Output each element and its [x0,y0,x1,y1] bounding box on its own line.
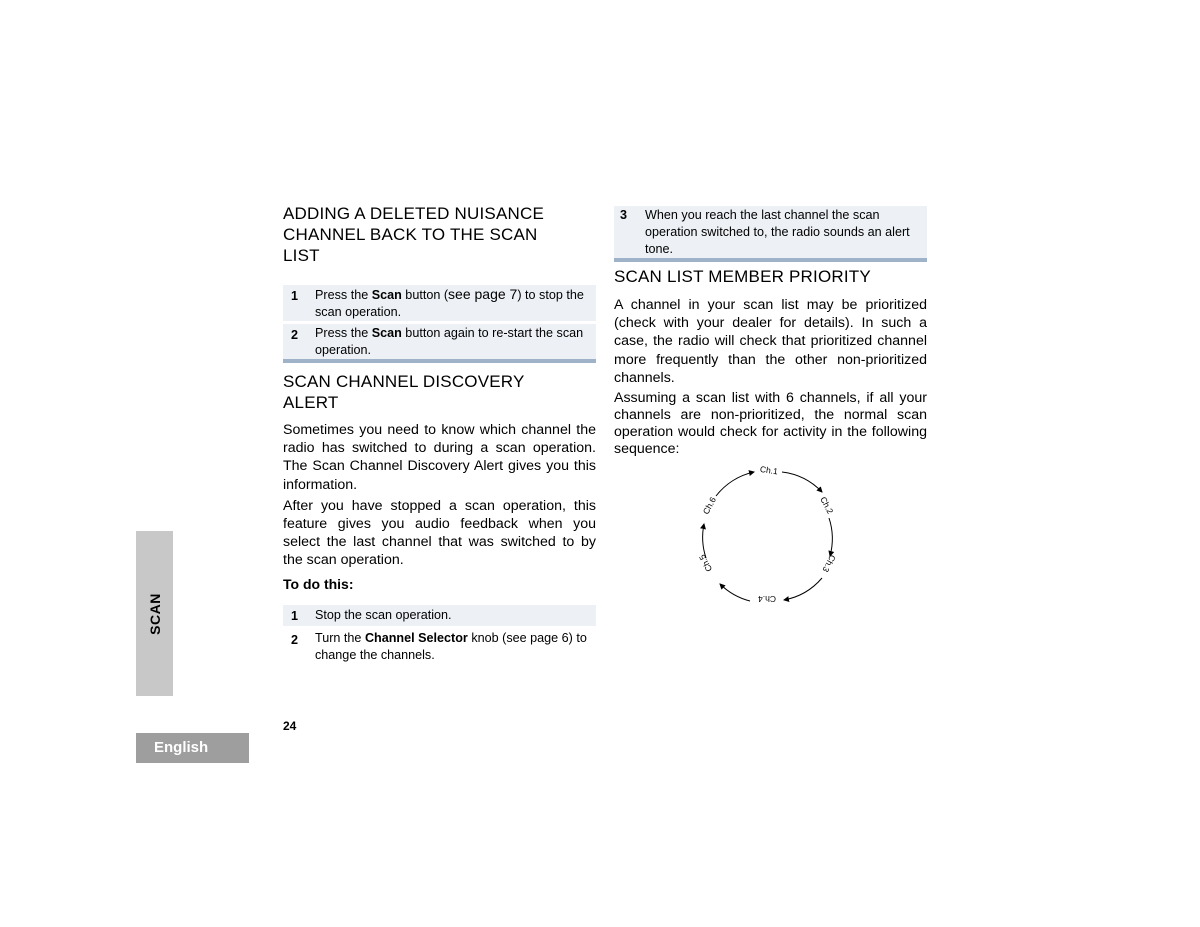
step-number: 1 [291,289,299,303]
sequence-arrow [782,472,822,492]
section-divider [283,359,596,363]
step-number: 1 [291,608,299,623]
section-divider [614,258,927,262]
paragraph: Sometimes you need to know which channel the radio has switched to during a scan operation. The Scan Channel Discovery Alert gives you this information. [283,422,596,493]
scan-sequence-diagram [690,460,850,610]
step-text: Stop the scan operation. [315,607,452,622]
step-number: 3 [620,208,628,222]
sequence-arrow [716,472,754,496]
paragraph: After you have stopped a scan operation, this feature gives you audio feedback when you select the last channel that was switched to by the scan operation. [283,497,596,569]
sequence-arrow [703,524,706,558]
page-number: 24 [283,719,297,733]
step-text: Turn the Channel Selector knob (see page 6) to change the channels. [315,630,587,662]
step-item [283,629,596,664]
channel-label: Ch.2 [818,495,836,516]
channel-label: Ch.3 [820,553,838,574]
steps-adding-channel [283,285,596,363]
right-column [614,206,927,458]
page-reference-link[interactable]: see page 7 [448,286,518,302]
channel-label: Ch.4 [758,594,776,604]
left-column [283,203,596,664]
section-heading-discovery-alert: SCAN CHANNEL DISCOVERY ALERT [283,372,525,412]
language-tab-label: English [154,739,209,756]
side-tab-label: SCAN [146,592,163,635]
step-item [283,324,596,359]
sequence-arrow [829,518,832,556]
step-number: 2 [291,328,299,342]
language-tab [136,733,249,763]
paragraph: A channel in your scan list may be prioritized (check with your dealer for details). In such a case, the radio will check that prioritized channel more frequently than the other non-prioritized channels. [614,297,927,386]
step-item [283,605,596,626]
sequence-arrow [720,584,750,601]
channel-label: Ch.6 [700,495,718,516]
step-text: Press the Scan button (see page 7) to stop the scan operation. [315,286,584,319]
step-text: Press the Scan button again to re-start the scan operation. [315,326,584,357]
step-item [614,206,927,258]
todo-label: To do this: [283,575,354,592]
step-item [283,285,596,321]
sequence-arrow [784,578,822,600]
section-heading-adding-channel: ADDING A DELETED NUISANCE CHANNEL BACK TO THE SCAN LIST [283,204,545,265]
channel-label: Ch.1 [759,463,779,477]
channel-label: Ch.5 [696,552,715,574]
steps-discovery-alert [283,605,596,664]
step-text: When you reach the last channel the scan operation switched to, the radio sounds an alert tone. [645,208,910,256]
paragraph: Assuming a scan list with 6 channels, if all your channels are non-prioritized, the normal scan operation would check for activity in the following sequence: [614,390,927,458]
steps-continued [614,206,927,262]
section-side-tab [136,531,173,696]
step-number: 2 [291,632,299,647]
section-heading-priority: SCAN LIST MEMBER PRIORITY [614,267,871,286]
